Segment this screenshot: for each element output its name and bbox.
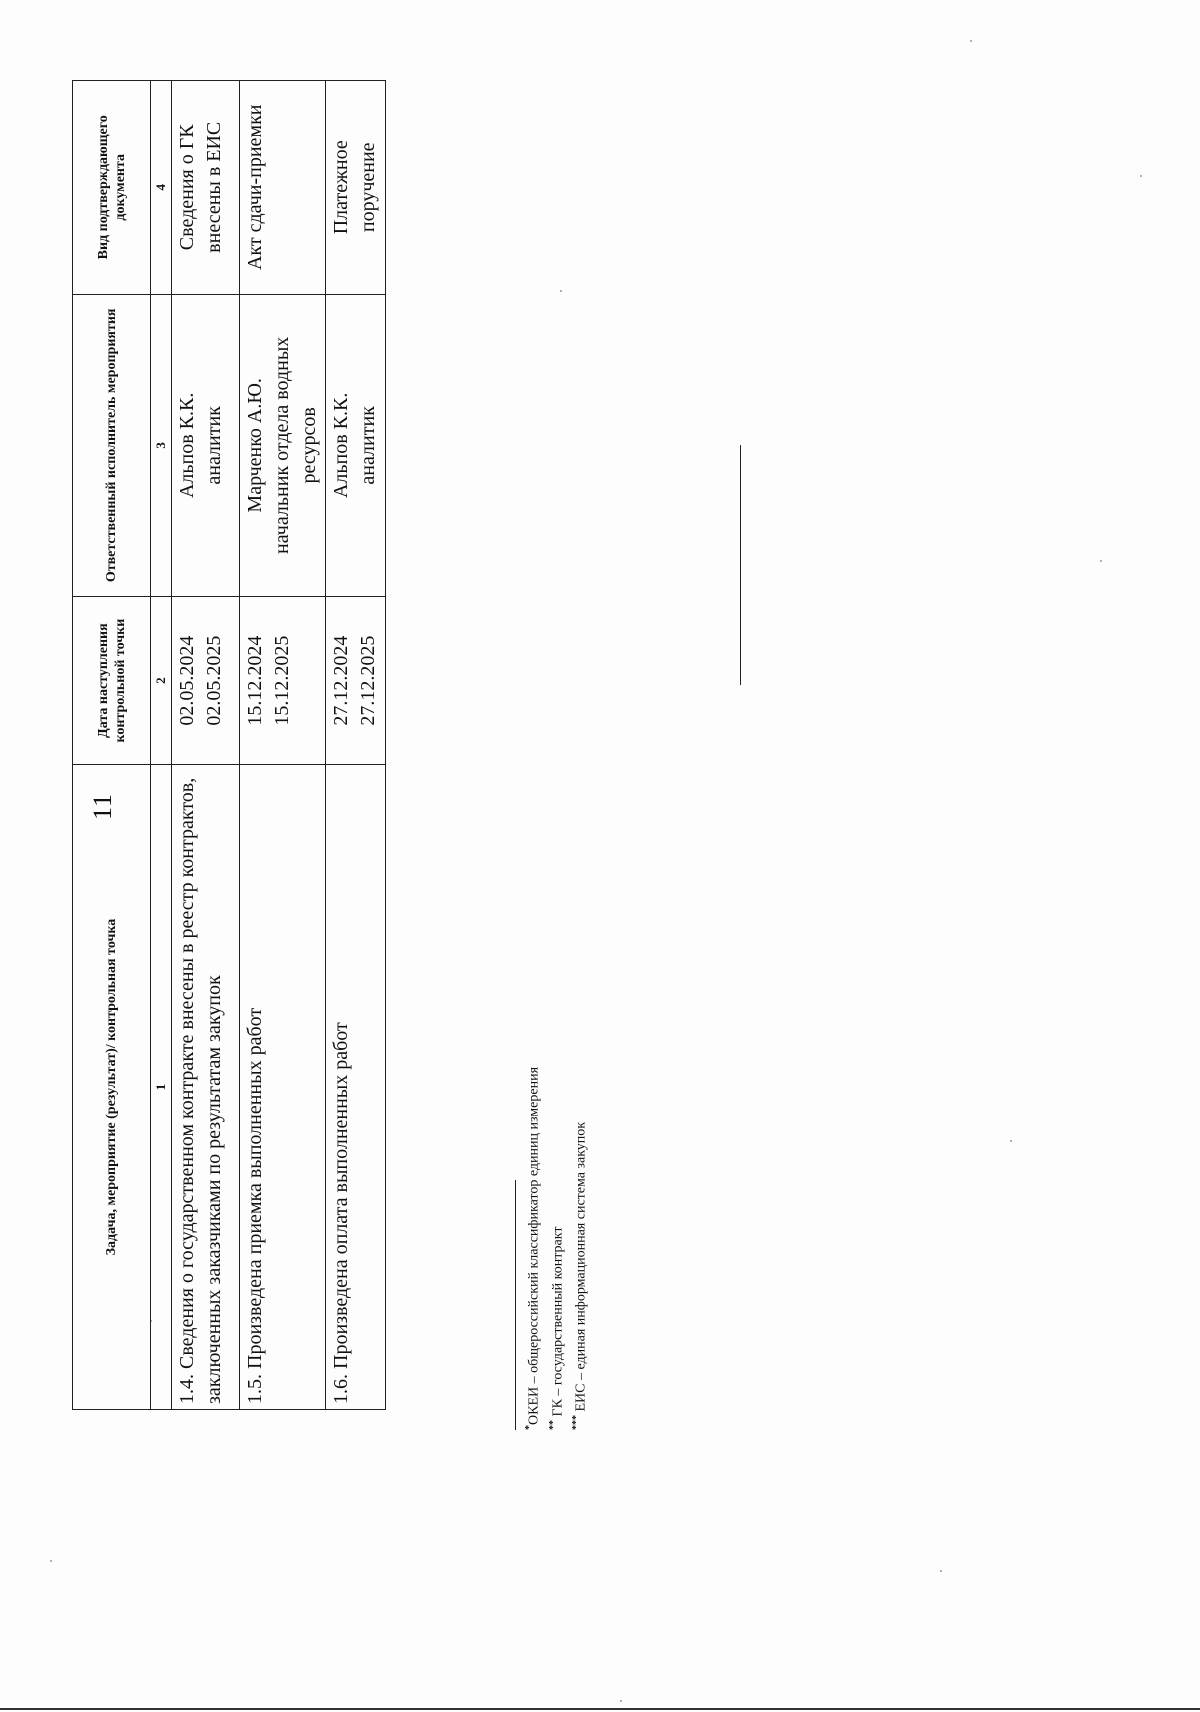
document-line: Сведения о ГК [176, 124, 198, 251]
table-row [172, 81, 240, 1410]
footnote-separator [515, 1180, 516, 1430]
document-line: поручение [357, 142, 379, 233]
table-row [240, 81, 326, 1410]
footnote-item [544, 1067, 568, 1430]
footnotes [520, 1067, 591, 1430]
date-cell [172, 597, 240, 765]
date-line: 27.12.2024 [330, 635, 352, 726]
header-task: Задача, мероприятие (результат)/ контрольная точка [73, 765, 151, 1410]
executor-line: начальник отдела водных [271, 336, 293, 554]
column-number: 4 [151, 81, 172, 295]
task-cell [326, 765, 386, 1410]
footnote-item [520, 1067, 544, 1430]
footnote-mark: *** [571, 1415, 583, 1430]
header-executor: Ответственный исполнитель мероприятия [73, 294, 151, 597]
task-cell [172, 765, 240, 1410]
date-cell [326, 597, 386, 765]
date-line: 15.12.2025 [271, 635, 293, 726]
date-line: 02.05.2025 [203, 635, 225, 726]
document-cell [172, 81, 240, 295]
column-number-row [151, 81, 172, 1410]
executor-line: Альпов К.К. [176, 392, 198, 499]
table-row [326, 81, 386, 1410]
task-line: 1.6. Произведена оплата выполненных работ [330, 1022, 352, 1404]
footnote-mark: * [524, 1425, 535, 1430]
header-document: Вид подтверждающего документа [73, 81, 151, 295]
executor-line: Альпов К.К. [330, 392, 352, 499]
document-cell [326, 81, 386, 295]
date-line: 27.12.2025 [357, 635, 379, 726]
executor-cell [240, 294, 326, 597]
task-line: 1.4. Сведения о государственном контракте внесены в реестр контрактов, [176, 777, 198, 1404]
date-line: 15.12.2024 [244, 635, 266, 726]
footnote-text: ЕИС – единая информационная система закупок [573, 1121, 589, 1412]
scan-speck [620, 1700, 622, 1702]
date-cell [240, 597, 326, 765]
footnote-text: ОКЕИ – общероссийский классификатор единиц измерения [526, 1066, 542, 1425]
document-line: Платежное [330, 140, 352, 235]
footnote-text: ГК – государственный контракт [550, 1226, 566, 1417]
document-line: Акт сдачи-приемки [244, 104, 266, 271]
column-number: 2 [151, 597, 172, 765]
executor-cell [172, 294, 240, 597]
separator-line [740, 445, 741, 685]
executor-line: Марченко А.Ю. [244, 378, 266, 513]
footnote-mark: ** [547, 1420, 559, 1430]
task-cell [240, 765, 326, 1410]
executor-line: ресурсов [298, 407, 320, 484]
header-date: Дата наступления контрольной точки [73, 597, 151, 765]
page-number: 11 [88, 792, 117, 820]
executor-line: аналитик [203, 406, 225, 485]
date-line: 02.05.2024 [176, 635, 198, 726]
document-line: внесены в ЕИС [203, 121, 225, 253]
task-line: 1.5. Произведена приемка выполненных работ [244, 1007, 266, 1404]
scan-edge-line [0, 1708, 1200, 1710]
task-line: заключенных заказчиками по результатам закупок [203, 975, 225, 1404]
column-number: 3 [151, 294, 172, 597]
document-cell [240, 81, 326, 295]
column-number: 1 [151, 765, 172, 1410]
executor-cell [326, 294, 386, 597]
footnote-item [567, 1067, 591, 1430]
executor-line: аналитик [357, 406, 379, 485]
table-header-row [73, 81, 151, 1410]
control-points-table [72, 80, 386, 1410]
